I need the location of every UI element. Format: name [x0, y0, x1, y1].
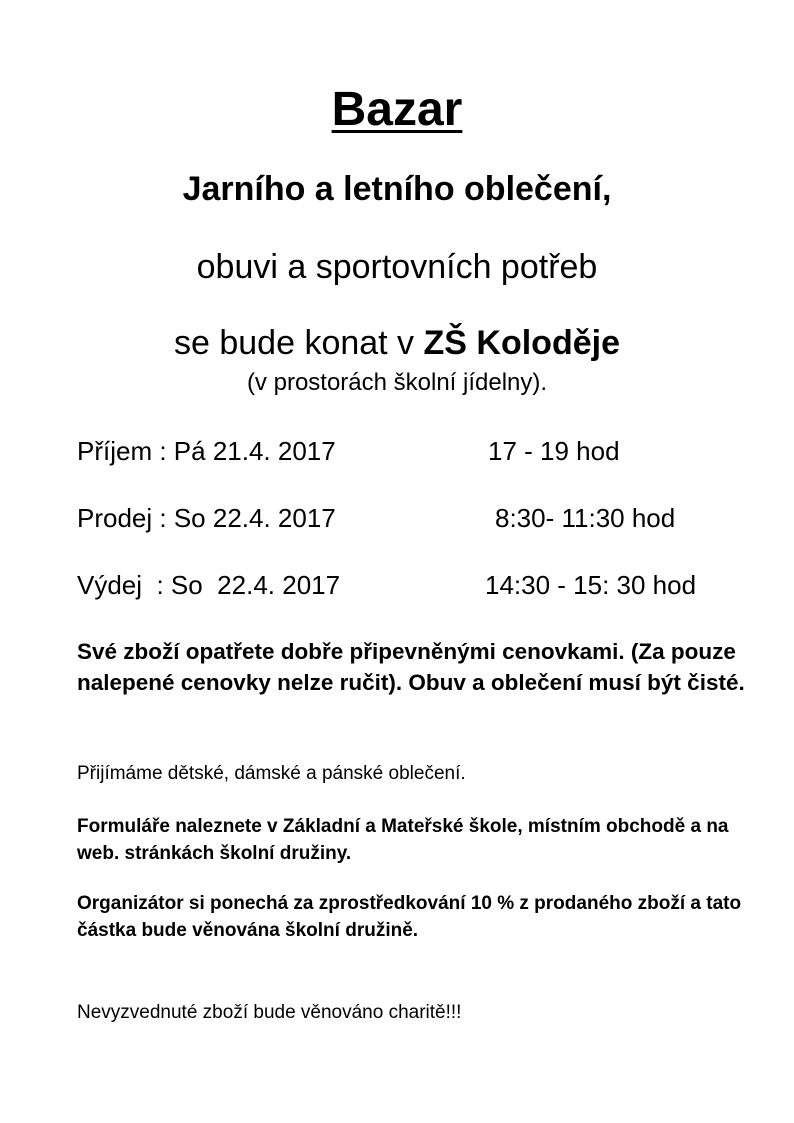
subtitle-clothing: Jarního a letního oblečení,	[182, 170, 612, 208]
schedule-sale-time: 8:30- 11:30 hod	[495, 503, 676, 533]
poster-title: Bazar	[331, 83, 463, 136]
charity-note: Nevyzvednuté zboží bude věnováno charitě!!!	[77, 1002, 462, 1023]
schedule-receipt-time: 17 - 19 hod	[488, 436, 620, 466]
accepted-clothing-note: Přijímáme dětské, dámské a pánské oblečení.	[77, 763, 466, 784]
schedule-pickup-time: 14:30 - 15: 30 hod	[485, 570, 697, 600]
schedule-sale-label: Prodej : So 22.4. 2017	[77, 503, 336, 533]
subtitle-venue	[0, 324, 794, 363]
schedule-receipt-label: Příjem : Pá 21.4. 2017	[77, 436, 336, 466]
organizer-fee-note: Organizátor si ponechá za zprostředkování 10 % z prodaného zboží a tato částka bude věnována školní družině.	[77, 893, 742, 941]
forms-availability-note: Formuláře naleznete v Základní a Mateřské škole, místním obchodě a na web. stránkách školní družiny.	[77, 816, 729, 864]
location-note: (v prostorách školní jídelny).	[246, 369, 548, 396]
subtitle-shoes-sports: obuvi a sportovních potřeb	[196, 248, 598, 286]
venue-name: ZŠ Koloděje	[423, 324, 620, 362]
venue-prefix: se bude konat v	[174, 324, 424, 362]
price-tags-notice: Své zboží opatřete dobře připevněnými cenovkami. (Za pouze nalepené cenovky nelze ručit). Obuv a oblečení musí být čisté.	[77, 639, 745, 695]
schedule-pickup-label: Výdej : So 22.4. 2017	[77, 570, 341, 600]
